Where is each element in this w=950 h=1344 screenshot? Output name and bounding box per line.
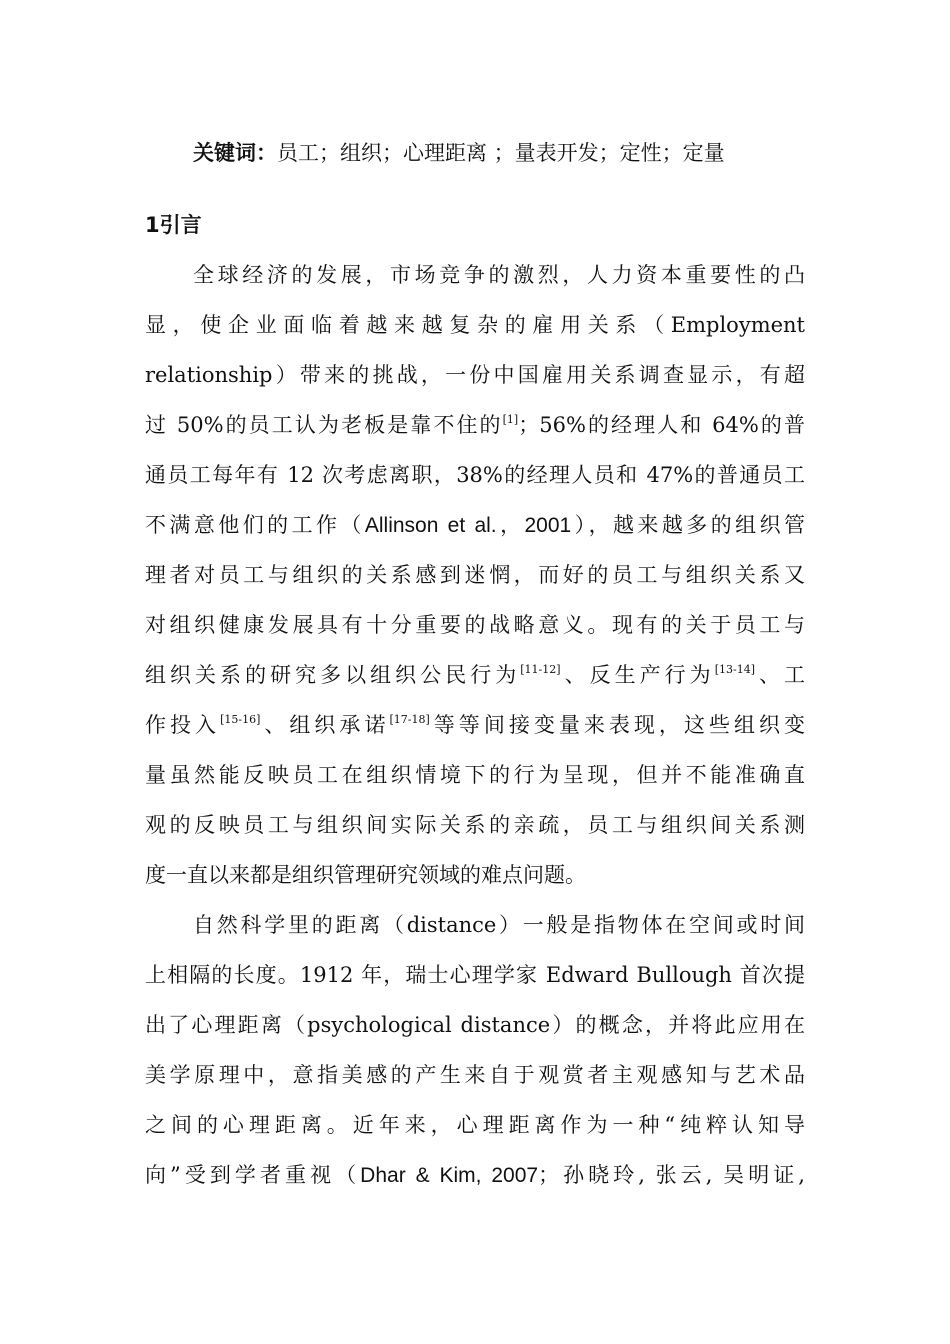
paragraph-line: relationship）带来的挑战，一份中国雇用关系调查显示，有超 xyxy=(145,363,805,387)
keywords-line xyxy=(145,128,805,178)
paragraph-line xyxy=(145,1150,805,1200)
citation-inline: Allinson et al.，2001 xyxy=(364,514,572,537)
citation-inline: Dhar & Kim, 2007 xyxy=(360,1164,539,1187)
paragraph-line: 通员工每年有 12 次考虑离职，38%的经理人员和 47%的普通员工 xyxy=(145,463,805,487)
paragraph-line: 之间的心理距离。近年来，心理距离作为一种“纯粹认知导 xyxy=(145,1113,805,1137)
line-text: 作投入 xyxy=(145,713,221,737)
line-text: 、工 xyxy=(754,663,805,687)
paragraph-line xyxy=(145,500,805,550)
line-text: 向”受到学者重视（ xyxy=(145,1163,361,1187)
paragraph-line xyxy=(145,400,805,450)
line-text: ；孙晓玲, 张云, 吴明证, xyxy=(538,1163,805,1187)
line-text: 、组织承诺 xyxy=(260,713,390,737)
keywords-terms: 员工；组织；心理距离 ；量表开发；定性；定量 xyxy=(277,141,725,165)
section-number: 1 xyxy=(145,213,160,237)
line-text: ），越来越多的组织管 xyxy=(571,513,805,537)
citation-ref: [17-18] xyxy=(389,713,430,726)
paragraph-line: 自然科学里的距离（distance）一般是指物体在空间或时间 xyxy=(193,913,805,937)
line-text: 等等间接变量来表现，这些组织变 xyxy=(429,713,805,737)
citation-ref: [1] xyxy=(502,413,519,426)
citation-ref: [13-14] xyxy=(714,663,755,676)
paragraph-line: 观的反映员工与组织间实际关系的亲疏，员工与组织间关系测 xyxy=(145,813,805,837)
paragraph-line: 显，使企业面临着越来越复杂的雇用关系（Employment xyxy=(145,313,805,337)
paragraph-line: 对组织健康发展具有十分重要的战略意义。现有的关于员工与 xyxy=(145,613,805,637)
document-page xyxy=(145,128,805,1200)
line-text: ；56%的经理人和 64%的普 xyxy=(518,413,805,437)
section-title: 引言 xyxy=(159,213,202,237)
paragraph-line: 上相隔的长度。1912 年，瑞士心理学家 Edward Bullough 首次提 xyxy=(145,963,805,987)
line-text: 过 50%的员工认为老板是靠不住的 xyxy=(145,413,503,437)
paragraph-line: 量虽然能反映员工在组织情境下的行为呈现，但并不能准确直 xyxy=(145,763,805,787)
paragraph-line: 理者对员工与组织的关系感到迷惘，而好的员工与组织关系又 xyxy=(145,563,805,587)
keywords-label: 关键词： xyxy=(193,141,277,165)
line-text: 、反生产行为 xyxy=(560,663,715,687)
paragraph-1 xyxy=(145,250,805,900)
paragraph-line: 出了心理距离（psychological distance）的概念，并将此应用在 xyxy=(145,1013,805,1037)
section-heading xyxy=(145,200,805,250)
citation-ref: [15-16] xyxy=(220,713,261,726)
line-text: 不满意他们的工作（ xyxy=(145,513,365,537)
paragraph-line: 度一直以来都是组织管理研究领域的难点问题。 xyxy=(145,863,586,887)
paragraph-line: 全球经济的发展，市场竞争的激烈，人力资本重要性的凸 xyxy=(193,263,805,287)
citation-ref: [11-12] xyxy=(520,663,561,676)
paragraph-line xyxy=(145,650,805,700)
paragraph-2 xyxy=(145,900,805,1200)
paragraph-line xyxy=(145,700,805,750)
line-text: 组织关系的研究多以组织公民行为 xyxy=(145,663,521,687)
paragraph-line: 美学原理中，意指美感的产生来自于观赏者主观感知与艺术品 xyxy=(145,1063,805,1087)
